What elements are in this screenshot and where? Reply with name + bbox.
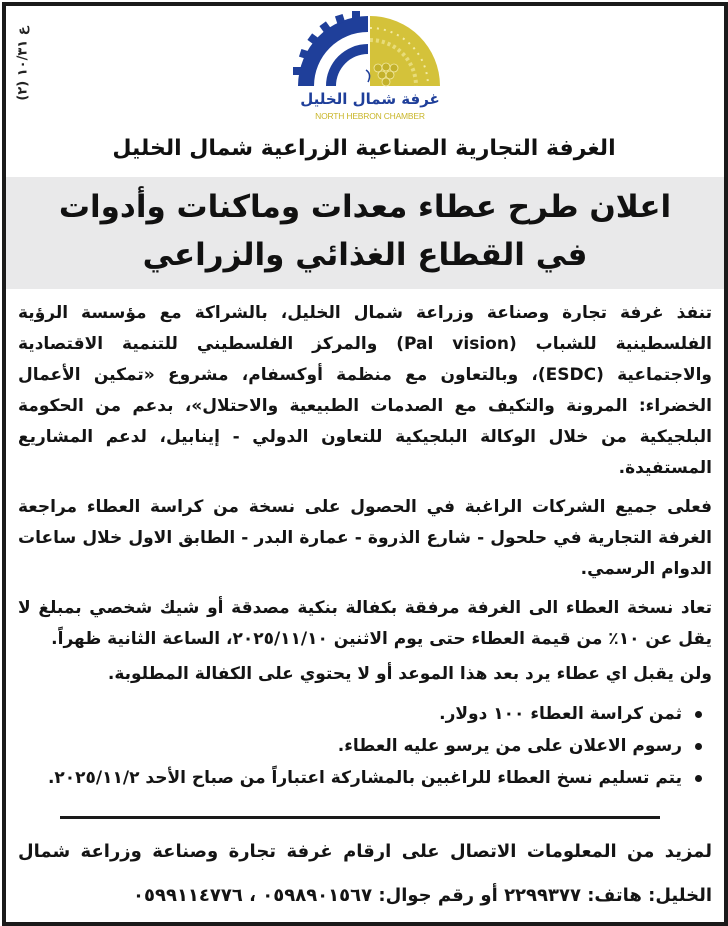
section-divider — [60, 816, 660, 819]
announcement-body — [18, 298, 712, 794]
list-item — [18, 730, 702, 762]
list-item — [18, 698, 702, 730]
paragraph-obtain-copy: فعلى جميع الشركات الراغبة في الحصول على نسخة من كراسة العطاء مراجعة الغرفة التجارية في حلحول - شارع الذروة - عمارة البدر - الطابق الاول خلال ساعات الدوام الرسمي. — [18, 497, 712, 579]
bullet-icon — [695, 775, 702, 782]
list-item-text: رسوم الاعلان على من يرسو عليه العطاء. — [337, 736, 682, 756]
list-item — [18, 762, 702, 794]
logo-arabic-name: غرفة شمال الخليل — [300, 90, 440, 108]
organization-name: الغرفة التجارية الصناعية الزراعية شمال الخليل — [112, 136, 616, 161]
title-line-1: اعلان طرح عطاء معدات وماكنات وأدوات — [58, 189, 672, 225]
list-item-text: ثمن كراسة العطاء ١٠٠ دولار. — [439, 704, 682, 724]
paragraph-project-intro: تنفذ غرفة تجارة وصناعة وزراعة شمال الخليل، بالشراكة مع مؤسسة الرؤية الفلسطينية للشباب (Pal vision) والمركز الفلسطيني للتنمية الاقتصادية والاجتماعية (ESDC)، وبالتعاون مع منظمة أوكسفام، مشروع «تمكين الأعمال الخضراء: المرونة والتكيف مع الصدمات الطبيعية والاحتلال»، بدعم من الحكومة البلجيكية من خلال الوكالة البلجيكية للتعاون الدولي - إينابيل، لدعم المشاريع المستفيدة. — [18, 303, 712, 478]
chamber-logo — [290, 10, 450, 130]
logo-english-name: NORTH HEBRON CHAMBER — [315, 111, 425, 121]
list-item-text: يتم تسليم نسخ العطاء للراغبين بالمشاركة اعتباراً من صباح الأحد ٢٠٢٥/١١/٢. — [47, 768, 682, 788]
paragraph-submission: تعاد نسخة العطاء الى الغرفة مرفقة بكفالة بنكية مصدقة أو شيك شخصي بمبلغ لا يقل عن ١٠٪ من قيمة العطاء حتى يوم الاثنين ٢٠٢٥/١١/١٠، الساعة الثانية ظهراً. — [18, 598, 712, 649]
contact-info: لمزيد من المعلومات الاتصال على ارقام غرفة تجارة وصناعة وزراعة شمال الخليل: هاتف: ٢٢٩٩٣٧٧ أو رقم جوال: ٠٥٩٨٩٠١٥٦٧ ، ٠٥٩٩١١٤٧٧٦ — [18, 841, 712, 906]
bullet-icon — [695, 743, 702, 750]
side-reference-text: ع ١٠/٣١ (٢) — [15, 25, 31, 101]
bullet-icon — [695, 711, 702, 718]
paragraph-rejection-note: ولن يقبل اي عطاء يرد بعد هذا الموعد أو لا يحتوي على الكفالة المطلوبة. — [107, 664, 712, 684]
title-band — [6, 177, 724, 289]
title-line-2: في القطاع الغذائي والزراعي — [142, 237, 588, 273]
side-reference — [12, 8, 34, 118]
gear-wheat-logo-icon — [290, 10, 450, 90]
conditions-list — [18, 698, 712, 794]
